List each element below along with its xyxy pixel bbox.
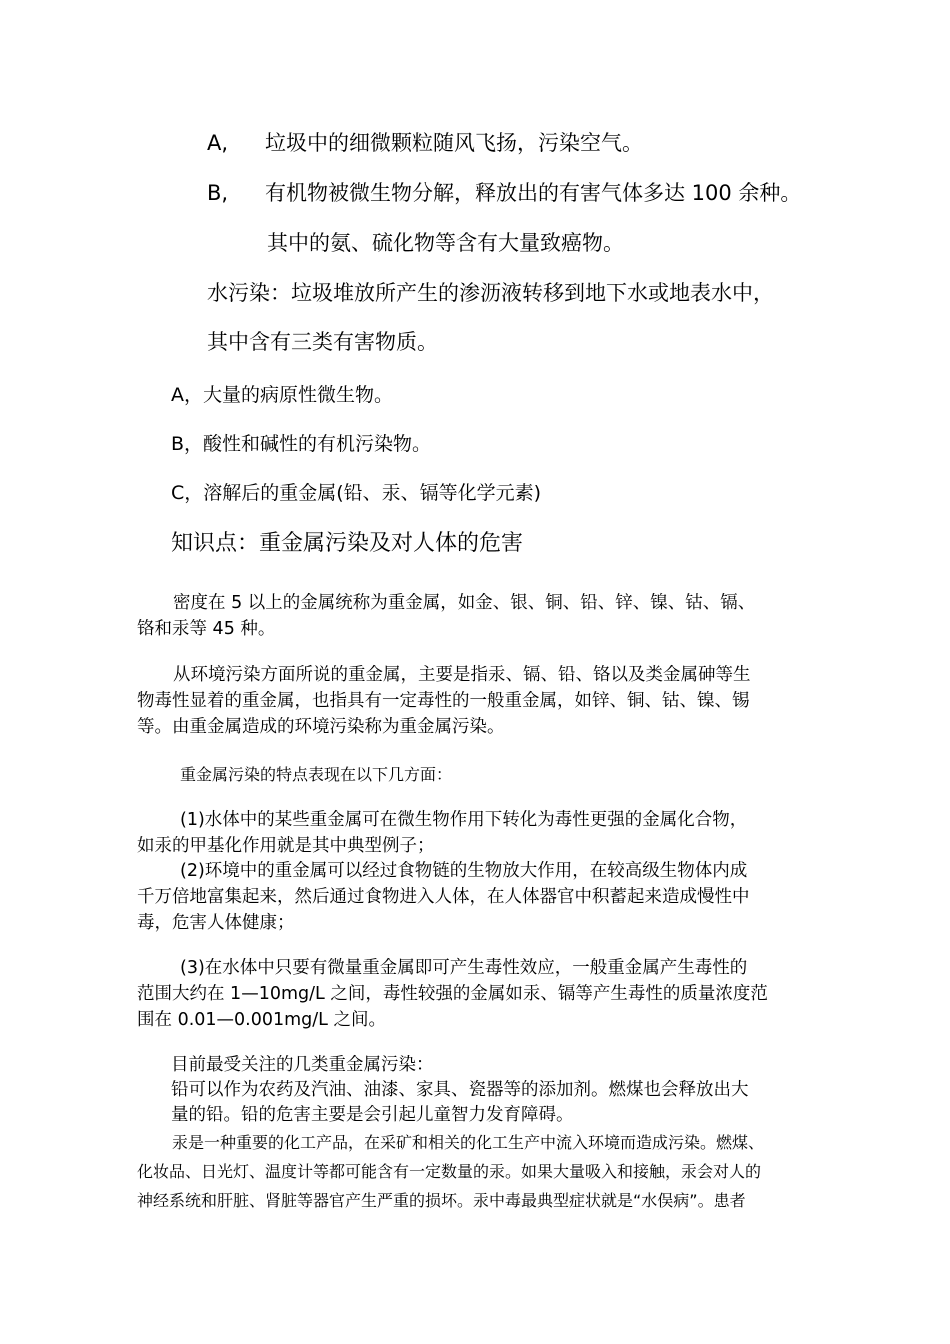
water-pollution-line2: 其中含有三类有害物质。	[207, 330, 438, 354]
mercury-line3: 神经系统和肝脏、肾脏等器官产生严重的损坏。汞中毒最典型症状就是“水俣病”。患者	[137, 1191, 746, 1210]
feature3-line2: 范围大约在 1—10mg/L 之间，毒性较强的金属如汞、镉等产生毒性的质量浓度范	[137, 984, 768, 1004]
knowledge-heading: 知识点：重金属污染及对人体的危害	[171, 531, 524, 556]
lead-line1: 铅可以作为农药及汽油、油漆、家具、瓷器等的添加剂。燃煤也会释放出大	[171, 1080, 749, 1100]
air-item-a	[207, 127, 643, 157]
air-item-b	[207, 177, 801, 207]
air-item-b-text: 有机物被微生物分解，释放出的有害气体多达 100 余种。	[265, 181, 802, 205]
feature2-line3: 毒，危害人体健康；	[137, 913, 295, 933]
mercury-line2: 化妆品、日光灯、温度计等都可能含有一定数量的汞。如果大量吸入和接触，汞会对人的	[137, 1162, 762, 1181]
feature2-line1: (2)环境中的重金属可以经过食物链的生物放大作用，在较高级生物体内成	[180, 861, 748, 881]
air-item-b-label: B,	[207, 181, 229, 205]
water-item-a: A，大量的病原性微生物。	[171, 384, 393, 406]
density-line1: 密度在 5 以上的金属统称为重金属，如金、银、铜、铅、锌、镍、钴、镉、	[173, 593, 756, 613]
environment-line1: 从环境污染方面所说的重金属，主要是指汞、镉、铅、铬以及类金属砷等生	[173, 665, 751, 685]
air-item-a-label: A,	[207, 131, 229, 155]
water-item-c: C，溶解后的重金属(铅、汞、镉等化学元素)	[171, 482, 542, 504]
air-item-a-text: 垃圾中的细微颗粒随风飞扬，污染空气。	[265, 131, 643, 155]
feature1-line1: (1)水体中的某些重金属可在微生物作用下转化为毒性更强的金属化合物，	[180, 810, 748, 830]
water-pollution-line1: 水污染：垃圾堆放所产生的渗沥液转移到地下水或地表水中，	[207, 281, 774, 305]
air-item-b-continuation: 其中的氨、硫化物等含有大量致癌物。	[267, 231, 624, 255]
feature3-line3: 围在 0.01—0.001mg/L 之间。	[137, 1010, 386, 1030]
feature1-line2: 如汞的甲基化作用就是其中典型例子；	[137, 836, 435, 856]
environment-line3: 等。由重金属造成的环境污染称为重金属污染。	[137, 717, 505, 737]
mercury-line1: 汞是一种重要的化工产品，在采矿和相关的化工生产中流入环境而造成污染。燃煤、	[172, 1133, 765, 1152]
feature3-line1: (3)在水体中只要有微量重金属即可产生毒性效应，一般重金属产生毒性的	[180, 958, 748, 978]
environment-line2: 物毒性显着的重金属，也指具有一定毒性的一般重金属，如锌、铜、钴、镍、锡	[137, 691, 750, 711]
features-intro: 重金属污染的特点表现在以下几方面：	[180, 765, 453, 784]
concern-title: 目前最受关注的几类重金属污染：	[171, 1055, 434, 1075]
lead-line2: 量的铅。铅的危害主要是会引起儿童智力发育障碍。	[171, 1105, 574, 1125]
density-line2: 铬和汞等 45 种。	[137, 619, 276, 639]
feature2-line2: 千万倍地富集起来，然后通过食物进入人体，在人体器官中积蓄起来造成慢性中	[137, 887, 750, 907]
water-item-b: B，酸性和碱性的有机污染物。	[171, 433, 432, 455]
